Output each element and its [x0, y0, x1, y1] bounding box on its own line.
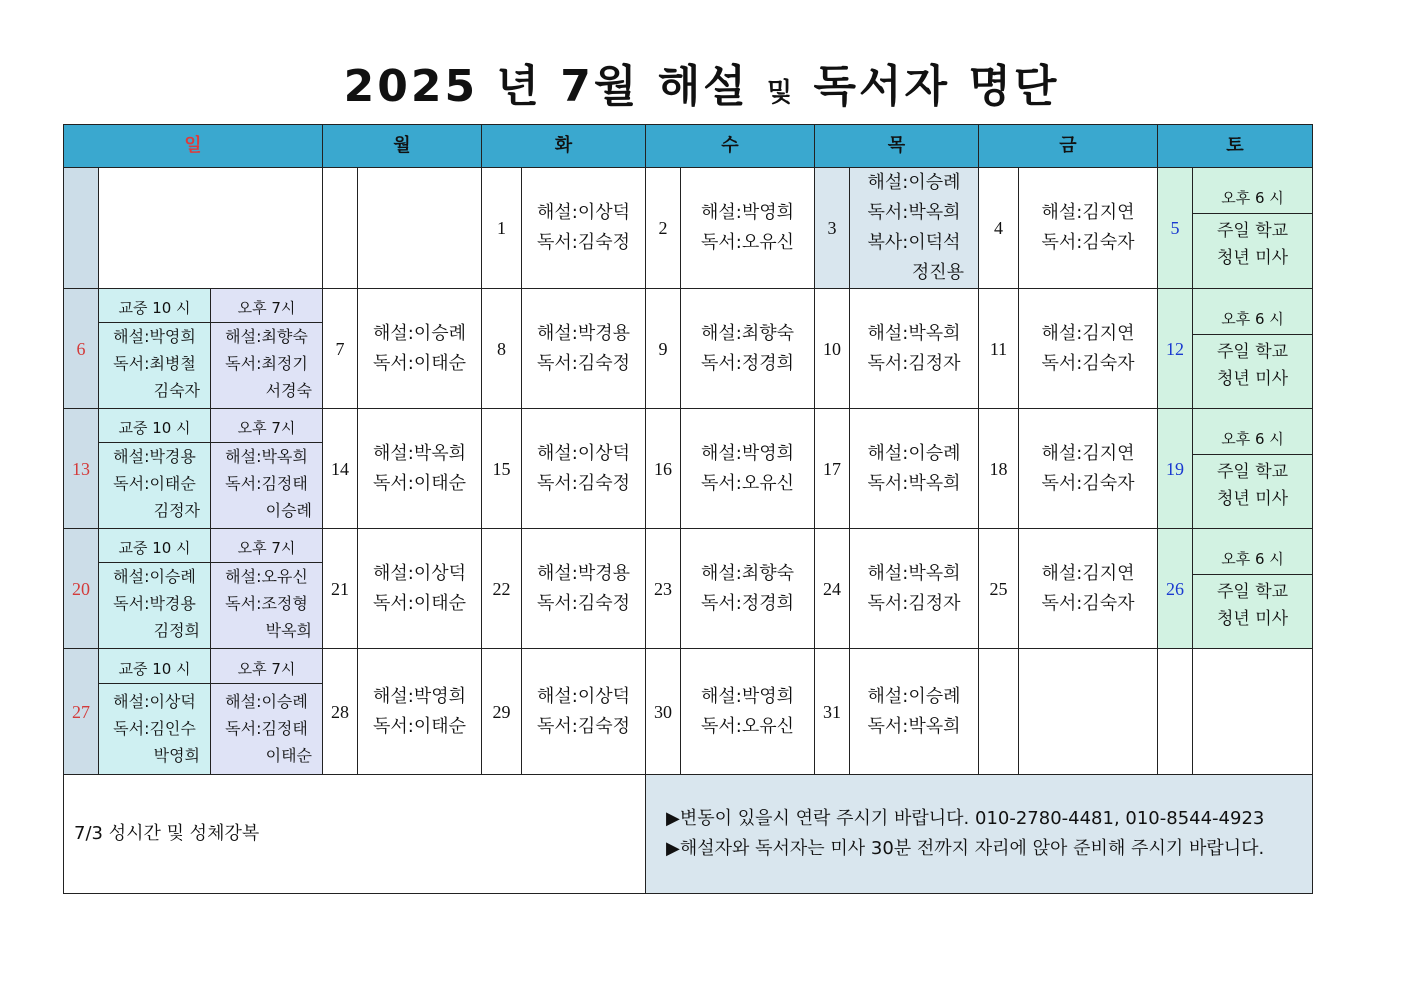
server: 복사:이덕석 — [867, 232, 961, 253]
reader: 독서:김정자 — [867, 352, 961, 374]
sun-pm-cell — [211, 409, 323, 529]
mass-time: 오후 6 시 — [1193, 305, 1312, 335]
notice-contact: ▶변동이 있을시 연락 주시기 바랍니다. 010-2780-4481, 010-8544-4923 — [666, 808, 1265, 829]
saturday-cell — [1193, 409, 1313, 529]
day-cell — [358, 529, 482, 649]
day-cell — [850, 649, 979, 775]
date-number: 17 — [815, 409, 850, 529]
day-cell — [681, 289, 815, 409]
reader: 독서:이태순 — [372, 715, 466, 737]
weekday-header-row — [64, 125, 1313, 168]
day-cell — [850, 289, 979, 409]
day-cell — [522, 409, 646, 529]
date-number: 14 — [323, 409, 358, 529]
commentator: 해설:최향숙 — [225, 326, 308, 346]
reader-2: 김정희 — [153, 620, 200, 640]
reader: 독서:김숙자 — [1041, 592, 1135, 614]
sat-label-1: 주일 학교 — [1216, 581, 1289, 602]
commentator: 해설:이상덕 — [372, 562, 466, 584]
day-cell — [358, 649, 482, 775]
week-row-3 — [64, 409, 1313, 529]
sat-label-2: 청년 미사 — [1216, 488, 1289, 509]
commentator: 해설:이승례 — [867, 442, 961, 464]
reader-2: 김정자 — [153, 500, 200, 520]
mass-time: 교중 10 시 — [99, 414, 210, 443]
day-header-thu: 목 — [815, 125, 979, 168]
reader: 독서:김숙정 — [536, 232, 630, 253]
date-number: 2 — [646, 168, 681, 289]
mass-time: 교중 10 시 — [99, 534, 210, 563]
day-cell — [522, 649, 646, 775]
reader: 독서:최정기 — [225, 353, 308, 373]
sun-cell-empty — [99, 168, 323, 289]
day-header-wed: 수 — [646, 125, 815, 168]
mass-time: 오후 6 시 — [1193, 184, 1312, 214]
date-number: 22 — [482, 529, 522, 649]
date-number-saturday: 26 — [1158, 529, 1193, 649]
day-cell — [850, 409, 979, 529]
reader: 독서:김숙정 — [536, 352, 630, 374]
reader-2: 이태순 — [265, 745, 312, 765]
commentator: 해설:박경용 — [536, 562, 630, 584]
reader-2: 이승례 — [265, 500, 312, 520]
saturday-cell — [1193, 168, 1313, 289]
day-cell — [522, 168, 646, 289]
date-number-saturday: 19 — [1158, 409, 1193, 529]
schedule-table — [63, 124, 1313, 894]
sat-cell-empty — [1193, 649, 1313, 775]
commentator: 해설:김지연 — [1041, 322, 1135, 344]
sat-label-2: 청년 미사 — [1216, 608, 1289, 629]
commentator: 해설:이승례 — [372, 322, 466, 344]
reader: 독서:이태순 — [372, 352, 466, 374]
date-number-sunday: 13 — [64, 409, 99, 529]
reader-2: 박옥희 — [265, 620, 312, 640]
date-number: 10 — [815, 289, 850, 409]
mass-time: 오후 7시 — [211, 655, 322, 684]
reader: 독서:김숙자 — [1041, 472, 1135, 494]
commentator: 해설:김지연 — [1041, 202, 1135, 223]
day-header-sun: 일 — [64, 125, 323, 168]
reader: 독서:최병철 — [113, 353, 196, 373]
date-number: 31 — [815, 649, 850, 775]
commentator: 해설:이승례 — [225, 691, 308, 711]
reader: 독서:오유신 — [700, 232, 794, 253]
sun-am-cell — [99, 409, 211, 529]
reader: 독서:김숙정 — [536, 472, 630, 494]
notice-instruction: ▶해설자와 독서자는 미사 30분 전까지 자리에 앉아 준비해 주시기 바랍니다. — [666, 838, 1265, 859]
mass-time: 오후 7시 — [211, 534, 322, 563]
day-cell — [681, 409, 815, 529]
commentator: 해설:이승례 — [867, 685, 961, 707]
date-cell-empty — [979, 649, 1019, 775]
reader: 독서:김인수 — [113, 718, 196, 738]
date-number: 11 — [979, 289, 1019, 409]
reader: 독서:박경용 — [113, 593, 196, 613]
commentator: 해설:박영희 — [700, 442, 794, 464]
reader-2: 박영희 — [153, 745, 200, 765]
reader: 독서:박옥희 — [867, 202, 961, 223]
reader: 독서:김숙정 — [536, 592, 630, 614]
commentator: 해설:박옥희 — [225, 446, 308, 466]
commentator: 해설:이상덕 — [536, 442, 630, 464]
commentator: 해설:오유신 — [225, 566, 308, 586]
mass-time: 교중 10 시 — [99, 655, 210, 684]
date-number: 7 — [323, 289, 358, 409]
sat-label-1: 주일 학교 — [1216, 221, 1289, 241]
footer-notice — [646, 775, 1313, 894]
reader: 독서:이태순 — [372, 472, 466, 494]
date-number: 3 — [815, 168, 850, 289]
week-row-2 — [64, 289, 1313, 409]
reader: 독서:오유신 — [700, 472, 794, 494]
date-number: 16 — [646, 409, 681, 529]
reader: 독서:박옥희 — [867, 715, 961, 737]
day-cell — [850, 529, 979, 649]
commentator: 해설:박옥희 — [372, 442, 466, 464]
commentator: 해설:박경용 — [113, 446, 196, 466]
mass-time: 교중 10 시 — [99, 294, 210, 323]
commentator: 해설:김지연 — [1041, 562, 1135, 584]
date-number: 30 — [646, 649, 681, 775]
date-number: 1 — [482, 168, 522, 289]
reader-2: 김숙자 — [153, 380, 200, 400]
sat-label-2: 청년 미사 — [1216, 368, 1289, 389]
day-cell — [1019, 168, 1158, 289]
commentator: 해설:이상덕 — [536, 202, 630, 223]
reader: 독서:김정자 — [867, 592, 961, 614]
day-header-mon: 월 — [323, 125, 482, 168]
commentator: 해설:이상덕 — [113, 691, 196, 711]
title-conj: 및 — [767, 78, 796, 108]
commentator: 해설:박옥희 — [867, 322, 961, 344]
commentator: 해설:박영희 — [700, 685, 794, 707]
commentator: 해설:최향숙 — [700, 562, 794, 584]
day-cell — [681, 529, 815, 649]
sun-am-cell — [99, 649, 211, 775]
date-number: 18 — [979, 409, 1019, 529]
day-cell — [1019, 409, 1158, 529]
commentator: 해설:박영희 — [372, 685, 466, 707]
date-number: 4 — [979, 168, 1019, 289]
mass-time: 오후 7시 — [211, 294, 322, 323]
reader: 독서:김정태 — [225, 473, 308, 493]
date-cell-empty — [1158, 649, 1193, 775]
day-header-sat: 토 — [1158, 125, 1313, 168]
date-number: 29 — [482, 649, 522, 775]
date-number-saturday: 5 — [1158, 168, 1193, 289]
day-cell — [1019, 289, 1158, 409]
day-cell — [358, 289, 482, 409]
reader: 독서:정경희 — [700, 352, 794, 374]
date-cell-empty — [323, 168, 358, 289]
reader: 독서:이태순 — [372, 592, 466, 614]
sun-am-cell — [99, 289, 211, 409]
title-tail: 독서자 명단 — [813, 61, 1060, 112]
day-cell — [522, 289, 646, 409]
commentator: 해설:박경용 — [536, 322, 630, 344]
date-number-saturday: 12 — [1158, 289, 1193, 409]
mass-time: 오후 7시 — [211, 414, 322, 443]
day-cell — [358, 409, 482, 529]
sun-pm-cell — [211, 289, 323, 409]
week-row-1 — [64, 168, 1313, 289]
page-title — [0, 50, 1403, 114]
reader: 독서:조정형 — [225, 593, 308, 613]
date-number-sunday: 27 — [64, 649, 99, 775]
date-number: 21 — [323, 529, 358, 649]
reader: 독서:오유신 — [700, 715, 794, 737]
reader: 독서:김숙자 — [1041, 352, 1135, 374]
fri-cell-empty — [1019, 649, 1158, 775]
reader: 독서:이태순 — [113, 473, 196, 493]
mass-time: 오후 6 시 — [1193, 425, 1312, 455]
date-number: 15 — [482, 409, 522, 529]
day-header-tue: 화 — [482, 125, 646, 168]
sat-label-2: 청년 미사 — [1216, 248, 1289, 268]
reader: 독서:김숙정 — [536, 715, 630, 737]
date-number: 28 — [323, 649, 358, 775]
saturday-cell — [1193, 289, 1313, 409]
reader: 독서:김정태 — [225, 718, 308, 738]
mon-cell-empty — [358, 168, 482, 289]
day-cell — [681, 168, 815, 289]
commentator: 해설:이승례 — [113, 566, 196, 586]
date-number: 8 — [482, 289, 522, 409]
date-number-sunday: 20 — [64, 529, 99, 649]
commentator: 해설:박영희 — [113, 326, 196, 346]
reader: 독서:박옥희 — [867, 472, 961, 494]
reader: 독서:김숙자 — [1041, 232, 1135, 253]
commentator: 해설:최향숙 — [700, 322, 794, 344]
commentator: 해설:이상덕 — [536, 685, 630, 707]
day-cell — [681, 649, 815, 775]
saturday-cell — [1193, 529, 1313, 649]
date-number: 25 — [979, 529, 1019, 649]
sun-am-cell — [99, 529, 211, 649]
commentator: 해설:이승례 — [867, 172, 961, 193]
day-cell — [1019, 529, 1158, 649]
day-header-fri: 금 — [979, 125, 1158, 168]
sun-pm-cell — [211, 529, 323, 649]
day-cell-highlight — [850, 168, 979, 289]
date-cell-empty — [64, 168, 99, 289]
sun-pm-cell — [211, 649, 323, 775]
mass-time: 오후 6 시 — [1193, 545, 1312, 575]
footer-note: 7/3 성시간 및 성체강복 — [64, 775, 646, 894]
week-row-4 — [64, 529, 1313, 649]
week-row-5 — [64, 649, 1313, 775]
commentator: 해설:김지연 — [1041, 442, 1135, 464]
footer-row — [64, 775, 1313, 894]
commentator: 해설:박영희 — [700, 202, 794, 223]
date-number-sunday: 6 — [64, 289, 99, 409]
date-number: 9 — [646, 289, 681, 409]
reader-2: 서경숙 — [265, 380, 312, 400]
title-main: 2025 년 7월 해설 — [343, 61, 749, 112]
date-number: 23 — [646, 529, 681, 649]
date-number: 24 — [815, 529, 850, 649]
reader: 독서:정경희 — [700, 592, 794, 614]
sat-label-1: 주일 학교 — [1216, 461, 1289, 482]
commentator: 해설:박옥희 — [867, 562, 961, 584]
day-cell — [522, 529, 646, 649]
sat-label-1: 주일 학교 — [1216, 341, 1289, 362]
server-2: 정진용 — [911, 262, 964, 283]
